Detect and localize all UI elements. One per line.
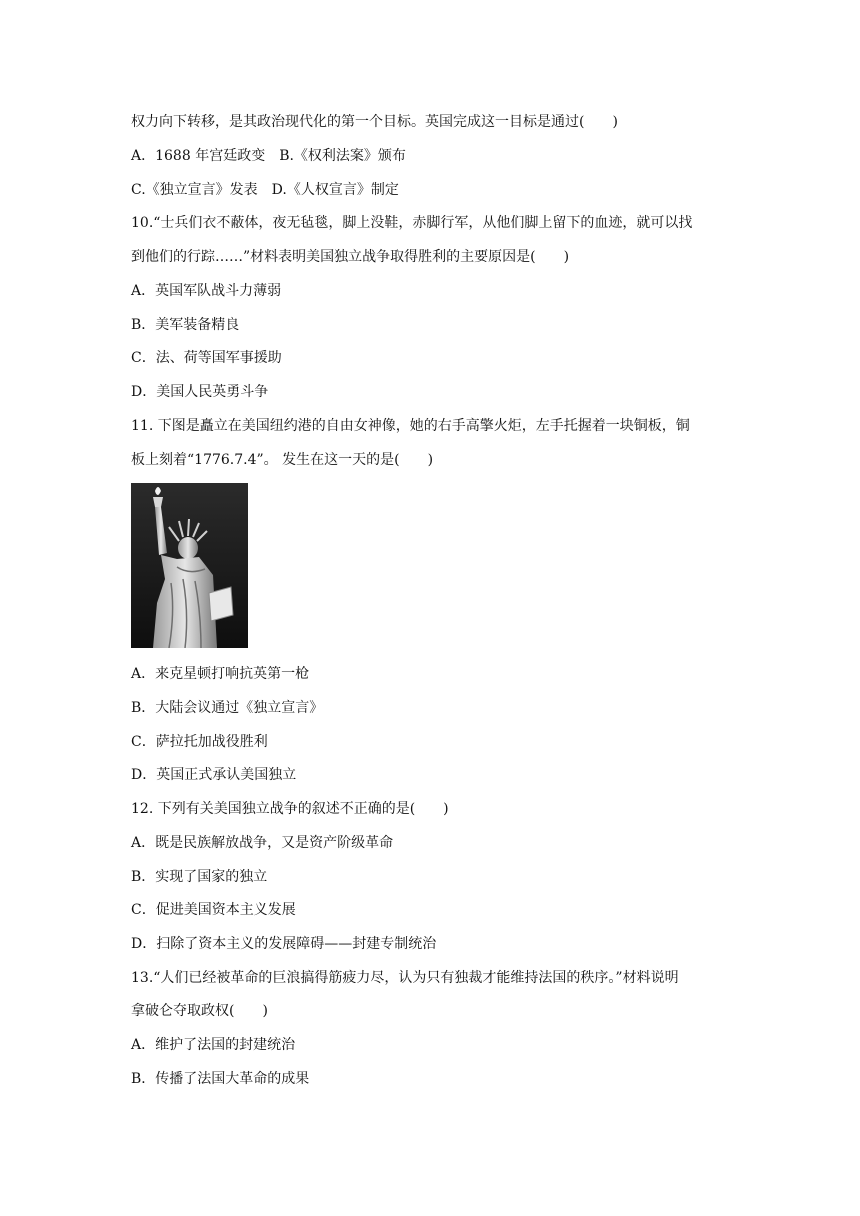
q12-option-d: D．扫除了资本主义的发展障碍——封建专制统治 [131, 936, 437, 952]
q9-options-cd: C.《独立宣言》发表 D.《人权宣言》制定 [131, 182, 399, 198]
q10-option-a: A．英国军队战斗力薄弱 [131, 283, 282, 299]
q10-option-d: D．美国人民英勇斗争 [131, 384, 269, 400]
q13-stem-line2: 拿破仑夺取政权( ) [131, 1003, 268, 1019]
q11-option-b: B．大陆会议通过《独立宣言》 [131, 700, 324, 716]
q12-option-c: C．促进美国资本主义发展 [131, 902, 296, 918]
q12-stem: 12. 下列有关美国独立战争的叙述不正确的是( ) [131, 801, 449, 817]
q12-option-b: B．实现了国家的独立 [131, 869, 268, 885]
q11-stem-line2: 板上刻着“1776.7.4”。 发生在这一天的是( ) [131, 452, 434, 468]
q13-option-a: A．维护了法国的封建统治 [131, 1037, 296, 1053]
q11-option-d: D．英国正式承认美国独立 [131, 767, 297, 783]
q9-options-ab: A．1688 年宫廷政变 B.《权利法案》颁布 [131, 148, 406, 164]
statue-of-liberty-image [131, 483, 248, 648]
q11-option-c: C．萨拉托加战役胜利 [131, 734, 268, 750]
q9-stem-continuation: 权力向下转移，是其政治现代化的第一个目标。英国完成这一目标是通过( ) [131, 114, 618, 130]
q10-option-b: B．美军装备精良 [131, 317, 240, 333]
q10-stem-line1: 10.“士兵们衣不蔽体，夜无毡毯，脚上没鞋，赤脚行军，从他们脚上留下的血迹，就可以找 [131, 215, 693, 231]
q12-option-a: A．既是民族解放战争，又是资产阶级革命 [131, 835, 394, 851]
q11-stem-line1: 11. 下图是矗立在美国纽约港的自由女神像，她的右手高擎火炬，左手托握着一块铜板，铜 [131, 418, 690, 434]
q13-option-b: B．传播了法国大革命的成果 [131, 1071, 310, 1087]
q10-stem-line2: 到他们的行踪……”材料表明美国独立战争取得胜利的主要原因是( ) [131, 249, 570, 265]
q11-option-a: A．来克星顿打响抗英第一枪 [131, 666, 310, 682]
q13-stem-line1: 13.“人们已经被革命的巨浪搞得筋疲力尽，认为只有独裁才能维持法国的秩序。”材料说明 [131, 970, 679, 986]
q10-option-c: C．法、荷等国军事援助 [131, 350, 282, 366]
